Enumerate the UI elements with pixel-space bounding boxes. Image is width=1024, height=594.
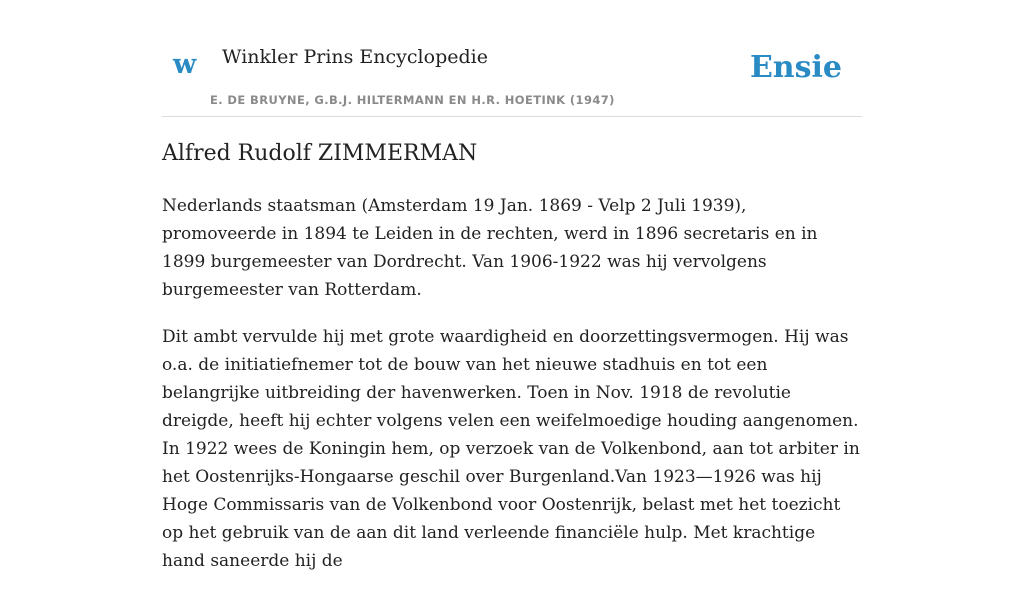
content-container (162, 0, 862, 571)
wp-logo[interactable]: w (173, 49, 197, 80)
ensie-logo-link[interactable]: Ensie (749, 50, 842, 85)
site-header (162, 0, 862, 117)
site-title-link[interactable]: Winkler Prins Encyclopedie (222, 46, 488, 68)
article-title: Alfred Rudolf ZIMMERMAN (162, 141, 478, 166)
site-authors: E. DE BRUYNE, G.B.J. HILTERMANN EN H.R. HOETINK (1947) (210, 93, 615, 107)
article-paragraph: Nederlands staatsman (Amsterdam 19 Jan. 1869 - Velp 2 Juli 1939), promoveerde in 1894 te Leiden in de rechten, werd in 1896 secretaris en in 1899 burgemeester van Dordrecht. Van 1906-1922 was hij vervolgens burgemeester van Rotterdam. (162, 196, 818, 300)
article-paragraph: Dit ambt vervulde hij met grote waardigheid en doorzettingsvermogen. Hij was o.a. de initiatiefnemer tot de bouw van het nieuwe stadhuis en tot een belangrijke uitbreiding der havenwerken. Toen in Nov. 1918 de revolutie dreigde, heeft hij echter volgens velen een weifelmoedige houding aangenomen. In 1922 wees de Koningin hem, op verzoek van de Volkenbond, aan tot arbiter in het Oostenrijks-Hongaarse geschil over Burgenland.Van 1923—1926 was hij Hoge Commissaris van de Volkenbond voor Oostenrijk, belast met het toezicht op het gebruik van de aan dit land verleende financiële hulp. Met krachtige hand saneerde hij de (162, 327, 860, 571)
article-body (162, 192, 862, 594)
